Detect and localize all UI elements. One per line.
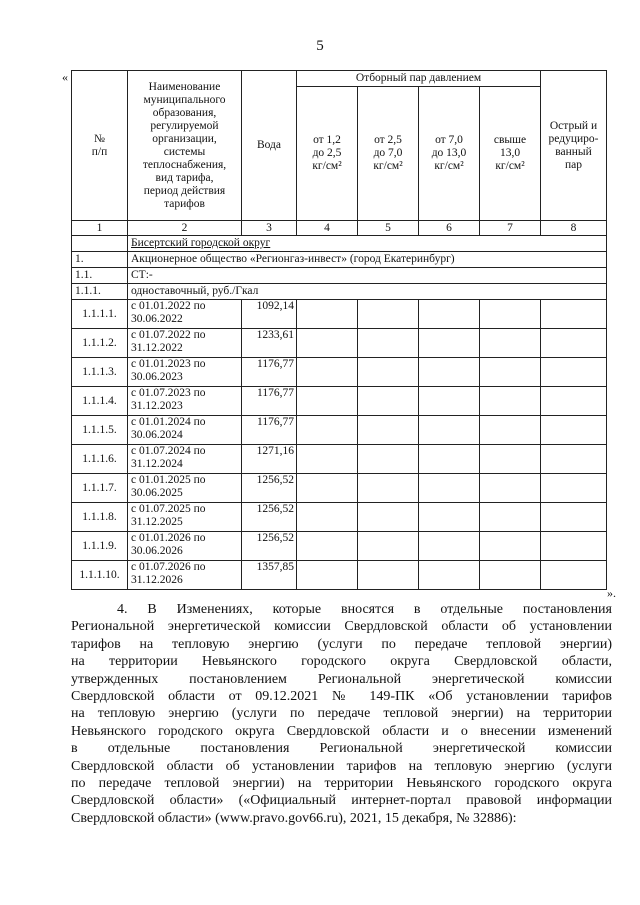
paragraph-line: утвержденных постановлением Региональной энергетической комиссии <box>71 671 612 687</box>
column-number: 1 <box>72 221 128 236</box>
page-number: 5 <box>316 38 324 54</box>
row-num: 1.1.1.3. <box>72 358 128 387</box>
row-water-value: 1233,61 <box>242 329 297 358</box>
paragraph-line: Свердловской области об установлении тарифов на тепловую энергию (услуги <box>71 758 612 774</box>
header-water: Вода <box>242 71 297 221</box>
row-steam-3 <box>419 503 480 532</box>
row-num: 1.1.1.5. <box>72 416 128 445</box>
tariff-rows <box>72 300 607 590</box>
paragraph-line: 4. В Изменениях, которые вносятся в отдельные постановления <box>117 602 612 617</box>
table-row <box>72 358 607 387</box>
row-steam-1 <box>297 416 358 445</box>
row-num: 1.1.1.9. <box>72 532 128 561</box>
header-num <box>72 71 128 221</box>
row-steam-3 <box>419 300 480 329</box>
row-water-value: 1256,52 <box>242 474 297 503</box>
table-row <box>72 503 607 532</box>
row-period <box>128 532 242 561</box>
row-period <box>128 503 242 532</box>
row-num: 1.1.1.8. <box>72 503 128 532</box>
row-steam-2 <box>358 387 419 416</box>
period-from: с 01.01.2022 по <box>131 300 206 312</box>
period-from: с 01.07.2023 по <box>131 387 206 399</box>
paragraph-line: Свердловской области от 09.12.2021 № 149-ПК «Об установлении тарифов <box>71 689 612 705</box>
quote-close: ». <box>607 586 616 600</box>
column-number: 6 <box>419 221 480 236</box>
row-num: 1.1.1.1. <box>72 300 128 329</box>
period-from: с 01.07.2025 по <box>131 503 206 515</box>
row-water-value: 1092,14 <box>242 300 297 329</box>
header-sharp-steam <box>541 71 607 221</box>
header-pressure-3 <box>419 87 480 221</box>
column-number: 3 <box>242 221 297 236</box>
paragraph-line: Свердловской области» (www.pravo.gov66.ru), 2021, 15 декабря, № 32886): <box>71 810 517 826</box>
paragraph-line: тарифов на тепловую энергию (услуги по передаче тепловой энергии) <box>71 636 612 652</box>
period-from: с 01.01.2023 по <box>131 358 206 370</box>
row-steam-2 <box>358 358 419 387</box>
period-from: с 01.01.2025 по <box>131 474 206 486</box>
row-steam-3 <box>419 561 480 590</box>
row-sharp-steam <box>541 561 607 590</box>
table-row <box>72 387 607 416</box>
row-sharp-steam <box>541 329 607 358</box>
table-row <box>72 532 607 561</box>
row-steam-4 <box>480 387 541 416</box>
table-row <box>72 416 607 445</box>
header-pressure-2 <box>358 87 419 221</box>
row-period <box>128 416 242 445</box>
tariff-type-num: 1.1.1. <box>72 284 128 300</box>
header-pressure-1 <box>297 87 358 221</box>
row-steam-4 <box>480 300 541 329</box>
header-pressure-3-text: от 7,0 до 13,0 кг/см² <box>431 134 467 172</box>
row-sharp-steam <box>541 474 607 503</box>
paragraph-line: на территории Невьянского городского округа Свердловской области, <box>71 654 612 670</box>
header-name-text: Наименование муниципального образования, регулируемой организации, системы теплоснабжения, вид тарифа, период действия тарифов <box>142 80 227 210</box>
period-to: 31.12.2023 <box>131 400 183 412</box>
row-steam-3 <box>419 329 480 358</box>
row-steam-2 <box>358 474 419 503</box>
period-to: 31.12.2022 <box>131 342 183 354</box>
district-num-cell <box>72 236 128 252</box>
period-from: с 01.07.2024 по <box>131 445 206 457</box>
row-num: 1.1.1.4. <box>72 387 128 416</box>
row-steam-2 <box>358 329 419 358</box>
row-steam-4 <box>480 474 541 503</box>
column-number-row <box>72 221 607 236</box>
column-number: 8 <box>541 221 607 236</box>
header-pressure-4 <box>480 87 541 221</box>
row-period <box>128 387 242 416</box>
org-num: 1. <box>72 252 128 268</box>
row-steam-2 <box>358 300 419 329</box>
header-steam-group: Отборный пар давлением <box>297 71 541 87</box>
row-steam-2 <box>358 532 419 561</box>
header-name <box>128 71 242 221</box>
column-number: 7 <box>480 221 541 236</box>
tariff-type-name: одноставочный, руб./Гкал <box>128 284 607 300</box>
system-row <box>72 268 607 284</box>
row-water-value: 1176,77 <box>242 416 297 445</box>
system-name: СТ:- <box>128 268 607 284</box>
row-steam-1 <box>297 503 358 532</box>
row-steam-3 <box>419 358 480 387</box>
paragraph-line: Невьянского городского округа Свердловской области и о внесении изменений <box>71 723 612 739</box>
table-row <box>72 300 607 329</box>
period-to: 30.06.2025 <box>131 487 183 499</box>
period-to: 31.12.2024 <box>131 458 183 470</box>
period-to: 30.06.2023 <box>131 371 183 383</box>
period-from: с 01.01.2024 по <box>131 416 206 428</box>
row-steam-2 <box>358 503 419 532</box>
district-row <box>72 236 607 252</box>
period-to: 31.12.2026 <box>131 574 183 586</box>
district-name: Бисертский городской округ <box>128 236 607 252</box>
header-pressure-2-text: от 2,5 до 7,0 кг/см² <box>373 134 403 172</box>
row-steam-4 <box>480 416 541 445</box>
row-sharp-steam <box>541 387 607 416</box>
row-steam-1 <box>297 561 358 590</box>
row-steam-1 <box>297 329 358 358</box>
row-sharp-steam <box>541 416 607 445</box>
row-steam-4 <box>480 358 541 387</box>
row-steam-1 <box>297 300 358 329</box>
row-steam-4 <box>480 561 541 590</box>
row-steam-1 <box>297 532 358 561</box>
paragraph-line: по передаче тепловой энергии) на территории Невьянского городского округа <box>71 776 612 792</box>
quote-open: « <box>62 70 68 84</box>
row-steam-4 <box>480 532 541 561</box>
row-steam-1 <box>297 358 358 387</box>
row-steam-4 <box>480 503 541 532</box>
period-to: 30.06.2022 <box>131 313 183 325</box>
row-sharp-steam <box>541 358 607 387</box>
row-water-value: 1256,52 <box>242 503 297 532</box>
row-sharp-steam <box>541 300 607 329</box>
row-water-value: 1271,16 <box>242 445 297 474</box>
system-num: 1.1. <box>72 268 128 284</box>
row-steam-3 <box>419 474 480 503</box>
row-num: 1.1.1.6. <box>72 445 128 474</box>
row-water-value: 1176,77 <box>242 387 297 416</box>
period-to: 30.06.2024 <box>131 429 183 441</box>
row-steam-3 <box>419 416 480 445</box>
period-from: с 01.07.2026 по <box>131 561 206 573</box>
table-row <box>72 329 607 358</box>
row-steam-2 <box>358 416 419 445</box>
paragraph-line: в отдельные постановления Региональной энергетической комиссии <box>71 741 612 757</box>
row-period <box>128 474 242 503</box>
row-steam-4 <box>480 445 541 474</box>
tariff-table <box>71 70 607 590</box>
row-period <box>128 329 242 358</box>
row-steam-2 <box>358 561 419 590</box>
tariff-type-row <box>72 284 607 300</box>
row-period <box>128 445 242 474</box>
header-pressure-1-text: от 1,2 до 2,5 кг/см² <box>312 134 342 172</box>
period-from: с 01.07.2022 по <box>131 329 206 341</box>
row-steam-1 <box>297 474 358 503</box>
header-sharp-steam-text: Острый и редуциро- ванный пар <box>548 119 599 171</box>
period-to: 31.12.2025 <box>131 516 183 528</box>
paragraph-line: на тепловую энергию (услуги по передаче тепловой энергии) на территории <box>71 706 612 722</box>
row-sharp-steam <box>541 532 607 561</box>
column-number: 2 <box>128 221 242 236</box>
table-row <box>72 561 607 590</box>
period-to: 30.06.2026 <box>131 545 183 557</box>
row-num: 1.1.1.7. <box>72 474 128 503</box>
amendment-paragraph <box>71 601 612 827</box>
table-row <box>72 445 607 474</box>
column-number: 5 <box>358 221 419 236</box>
row-num: 1.1.1.10. <box>72 561 128 590</box>
header-pressure-4-text: свыше 13,0 кг/см² <box>493 134 527 172</box>
row-steam-3 <box>419 532 480 561</box>
row-sharp-steam <box>541 503 607 532</box>
row-sharp-steam <box>541 445 607 474</box>
row-steam-4 <box>480 329 541 358</box>
period-from: с 01.01.2026 по <box>131 532 206 544</box>
row-water-value: 1176,77 <box>242 358 297 387</box>
row-water-value: 1256,52 <box>242 532 297 561</box>
row-steam-1 <box>297 445 358 474</box>
paragraph-line: Региональной энергетической комиссии Свердловской области об установлении <box>71 619 612 635</box>
paragraph-line: Свердловской области» («Официальный интернет-портал правовой информации <box>71 793 612 809</box>
column-number: 4 <box>297 221 358 236</box>
row-num: 1.1.1.2. <box>72 329 128 358</box>
row-period <box>128 300 242 329</box>
header-num-text: № п/п <box>91 132 108 158</box>
row-steam-1 <box>297 387 358 416</box>
table-row <box>72 474 607 503</box>
row-water-value: 1357,85 <box>242 561 297 590</box>
org-name: Акционерное общество «Регионгаз-инвест» (город Екатеринбург) <box>128 252 607 268</box>
row-period <box>128 561 242 590</box>
row-steam-3 <box>419 445 480 474</box>
row-period <box>128 358 242 387</box>
org-row <box>72 252 607 268</box>
row-steam-2 <box>358 445 419 474</box>
row-steam-3 <box>419 387 480 416</box>
